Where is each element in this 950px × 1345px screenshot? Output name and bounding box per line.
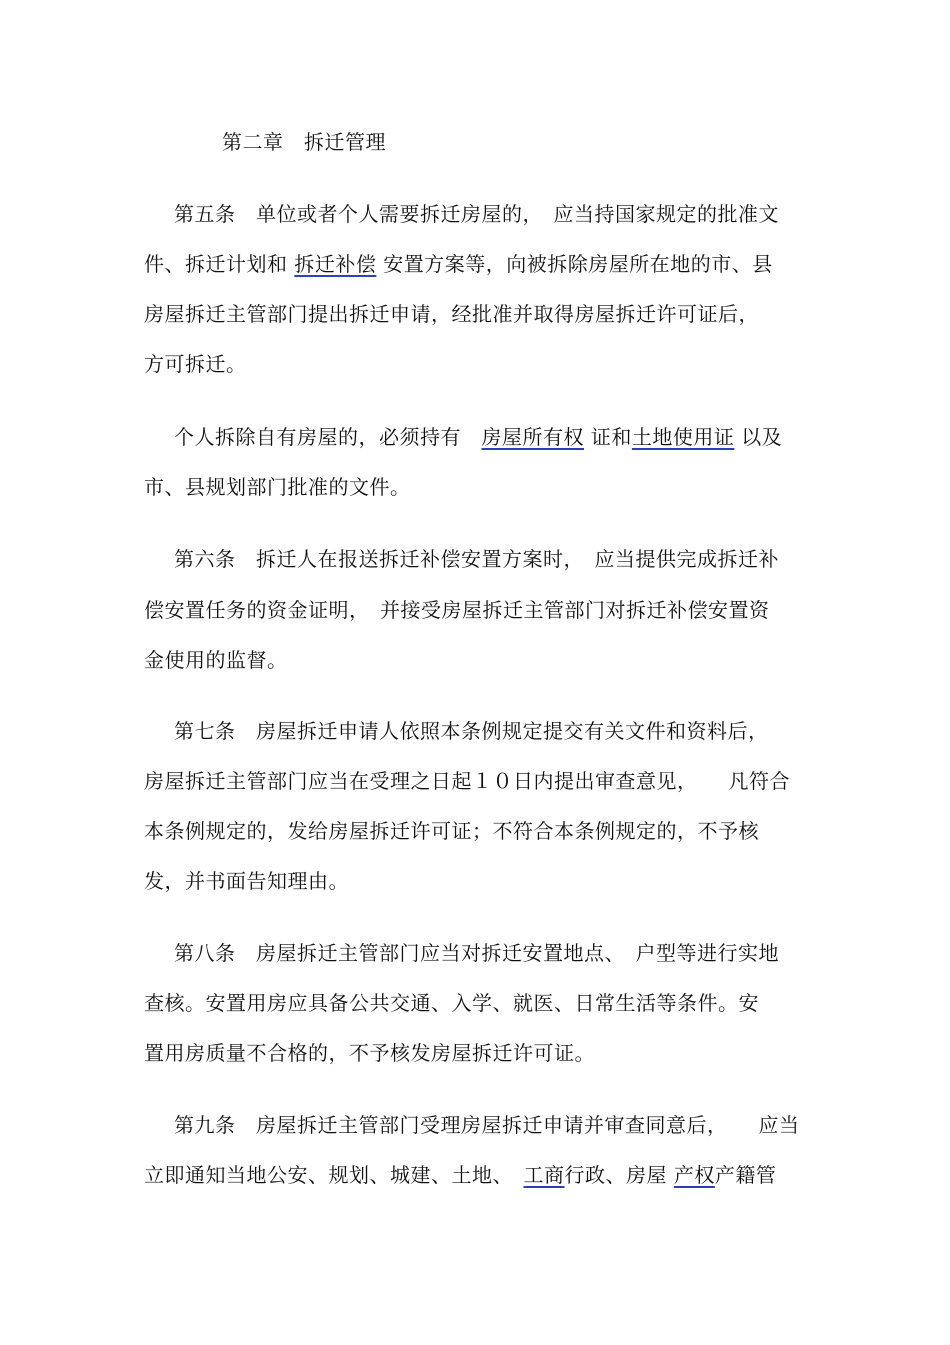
link-chanquan[interactable]: 产权 xyxy=(673,1163,715,1187)
article-7-line-3: 本条例规定的，发给房屋拆迁许可证；不符合本条例规定的，不予核 xyxy=(144,819,759,843)
article-5-line-2 xyxy=(144,250,773,278)
chapter-title: 第二章 拆迁管理 xyxy=(222,130,386,154)
link-tudi-shiyongzheng[interactable]: 土地使用证 xyxy=(631,425,735,449)
article-9-line-2-text-c: 产籍管 xyxy=(714,1163,777,1187)
link-gongshang[interactable]: 工商 xyxy=(523,1163,565,1187)
article-8-line-3: 置用房质量不合格的，不予核发房屋拆迁许可证。 xyxy=(144,1041,595,1065)
article-7-line-4: 发，并书面告知理由。 xyxy=(144,869,349,893)
article-5-line-4: 方可拆迁。 xyxy=(144,352,247,376)
link-chaiqian-buchang[interactable]: 拆迁补偿 xyxy=(294,252,377,276)
article-8-line-2: 查核。安置用房应具备公共交通、入学、就医、日常生活等条件。安 xyxy=(144,991,759,1015)
article-5-paragraph-2-line-2: 市、县规划部门批准的文件。 xyxy=(144,475,411,499)
article-9-line-2-text-a: 立即通知当地公安、规划、城建、土地、 xyxy=(144,1163,524,1187)
article-6-line-3: 金使用的监督。 xyxy=(144,648,288,672)
article-5-line-2-text-a: 件、拆迁计划和 xyxy=(144,252,288,276)
article-5-p2-text-b: 证和 xyxy=(590,425,632,449)
article-7-line-1: 第七条 房屋拆迁申请人依照本条例规定提交有关文件和资料后， xyxy=(174,719,769,743)
article-6-line-1: 第六条 拆迁人在报送拆迁补偿安置方案时， 应当提供完成拆迁补 xyxy=(174,547,779,571)
article-9-line-1: 第九条 房屋拆迁主管部门受理房屋拆迁申请并审查同意后， 应当 xyxy=(174,1113,800,1137)
article-5-line-3: 房屋拆迁主管部门提出拆迁申请，经批准并取得房屋拆迁许可证后， xyxy=(144,302,759,326)
article-5-p2-text-a: 个人拆除自有房屋的，必须持有 xyxy=(174,425,482,449)
article-8-line-1: 第八条 房屋拆迁主管部门应当对拆迁安置地点、 户型等进行实地 xyxy=(174,941,779,965)
article-5-line-2-text-b: 安置方案等，向被拆除房屋所在地的市、县 xyxy=(383,252,773,276)
link-fangwu-suoyouquan[interactable]: 房屋所有权 xyxy=(481,425,584,449)
article-5-paragraph-2-line-1 xyxy=(174,423,782,451)
article-9-line-2 xyxy=(144,1161,776,1189)
article-5-line-1: 第五条 单位或者个人需要拆迁房屋的， 应当持国家规定的批准文 xyxy=(174,202,779,226)
article-6-line-2: 偿安置任务的资金证明， 并接受房屋拆迁主管部门对拆迁补偿安置资 xyxy=(144,598,770,622)
article-9-line-2-text-b: 行政、房屋 xyxy=(564,1163,667,1187)
article-5-p2-text-c: 以及 xyxy=(741,425,783,449)
article-7-line-2: 房屋拆迁主管部门应当在受理之日起１０日内提出审查意见， 凡符合 xyxy=(144,769,790,793)
